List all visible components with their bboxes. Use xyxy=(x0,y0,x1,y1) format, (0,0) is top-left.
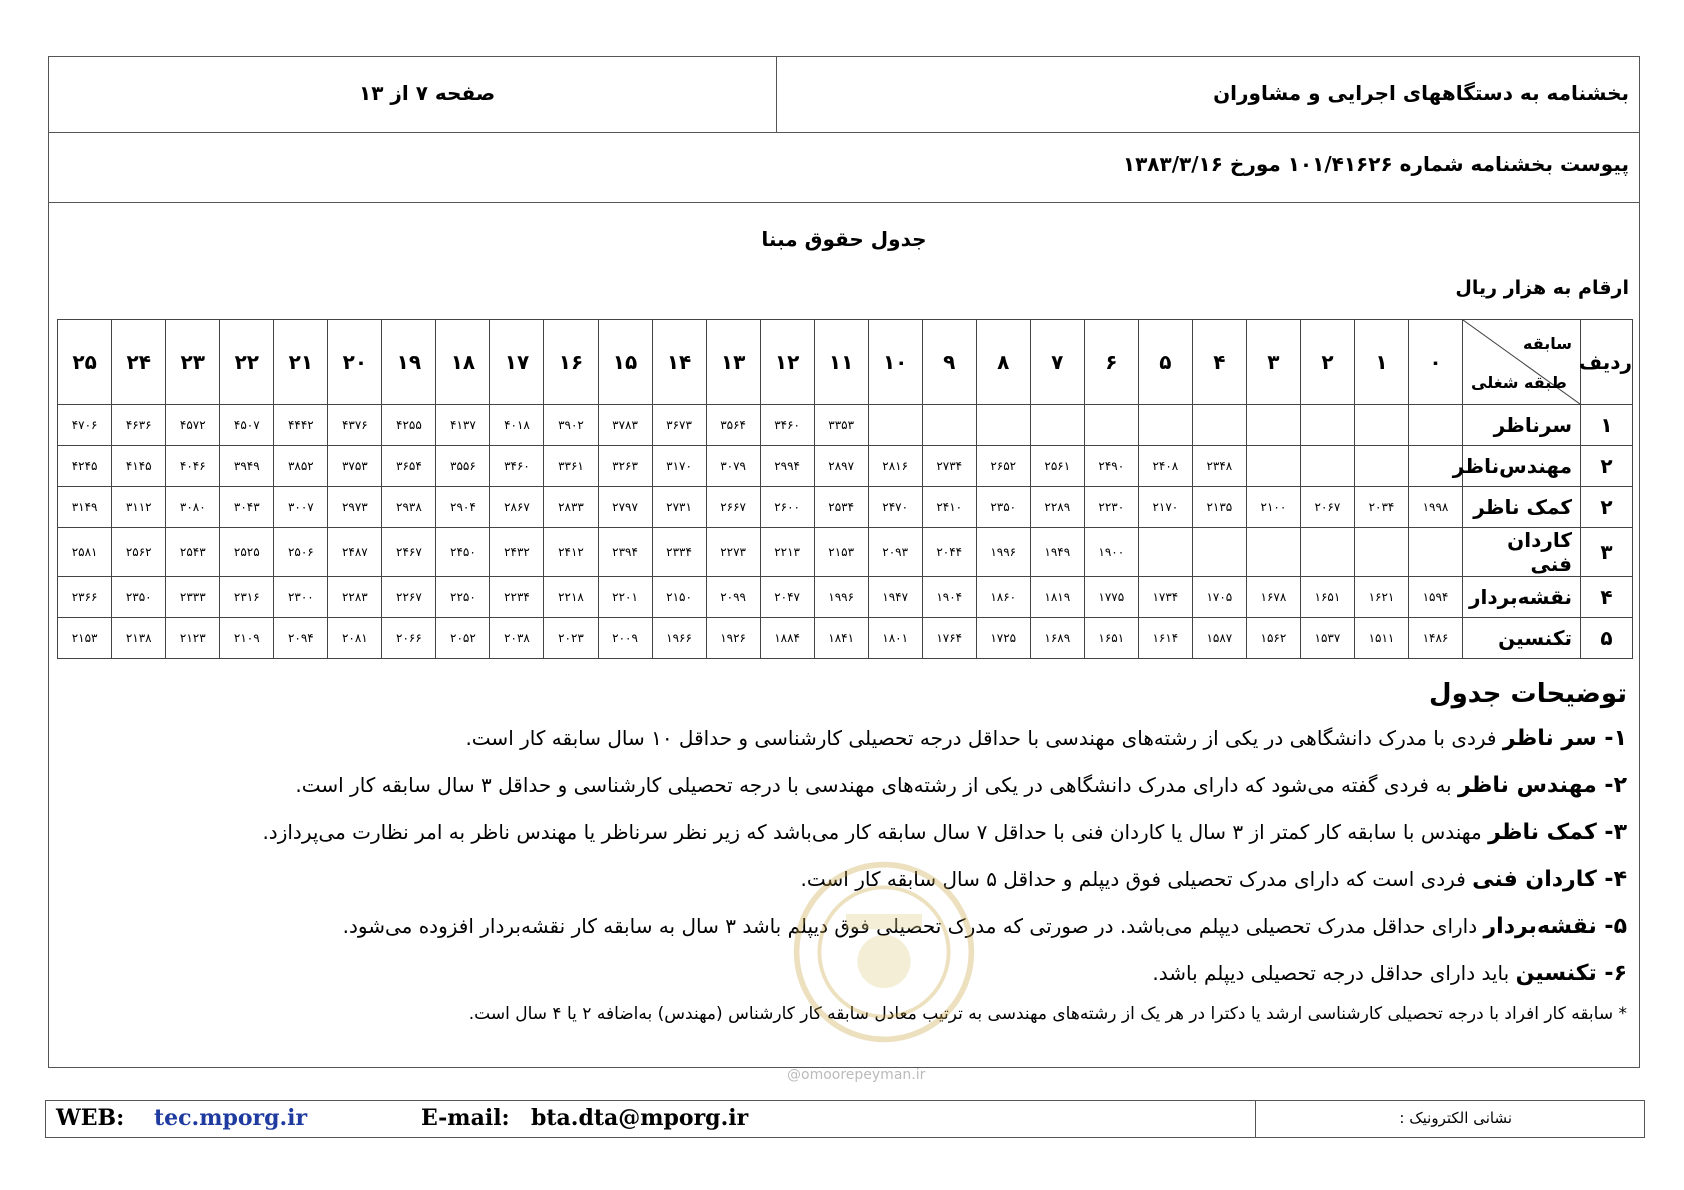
web-label: WEB: xyxy=(56,1105,125,1131)
salary-cell: ۲۴۰۸ xyxy=(1138,446,1192,487)
experience-column-header: ۱۷ xyxy=(490,320,544,405)
salary-cell: ۲۵۲۵ xyxy=(220,528,274,577)
salary-cell: ۲۲۶۷ xyxy=(382,577,436,618)
salary-cell xyxy=(1300,405,1354,446)
salary-cell: ۱۹۰۴ xyxy=(922,577,976,618)
salary-cell xyxy=(1408,405,1462,446)
salary-cell: ۲۰۴۷ xyxy=(760,577,814,618)
salary-cell: ۲۳۵۰ xyxy=(112,577,166,618)
salary-cell: ۳۳۶۱ xyxy=(544,446,598,487)
electronic-address-label: نشانی الکترونیک : xyxy=(1399,1109,1512,1127)
salary-cell: ۲۲۸۹ xyxy=(1030,487,1084,528)
table-row xyxy=(58,405,1633,446)
salary-cell: ۲۴۶۷ xyxy=(382,528,436,577)
salary-cell xyxy=(1354,446,1408,487)
salary-cell: ۴۲۵۵ xyxy=(382,405,436,446)
salary-cell: ۲۰۹۹ xyxy=(706,577,760,618)
job-class-name: سرناظر xyxy=(1463,405,1581,446)
experience-column-header: ۱ xyxy=(1354,320,1408,405)
salary-table xyxy=(57,319,1633,659)
salary-cell: ۲۳۱۶ xyxy=(220,577,274,618)
row-number: ۵ xyxy=(1581,618,1633,659)
salary-cell: ۱۶۵۱ xyxy=(1084,618,1138,659)
note-term: مهندس ناظر xyxy=(1457,773,1597,798)
salary-cell: ۲۸۱۶ xyxy=(868,446,922,487)
salary-cell: ۱۶۷۸ xyxy=(1246,577,1300,618)
salary-cell: ۲۳۶۶ xyxy=(58,577,112,618)
salary-cell: ۲۶۶۷ xyxy=(706,487,760,528)
salary-cell: ۱۶۱۴ xyxy=(1138,618,1192,659)
note-text: به فردی گفته می‌شود که دارای مدرک دانشگاهی در یکی از رشته‌های مهندسی با درجه تحصیلی کارشناسی و حداقل ۳ سال سابقه کار است. xyxy=(295,773,1458,797)
salary-cell: ۲۳۳۴ xyxy=(652,528,706,577)
salary-cell: ۲۱۰۹ xyxy=(220,618,274,659)
corner-job-class-label: طبقه شغلی xyxy=(1471,373,1567,392)
salary-cell: ۲۳۰۰ xyxy=(274,577,328,618)
note-term: کمک ناظر xyxy=(1488,820,1597,845)
experience-column-header: ۱۰ xyxy=(868,320,922,405)
salary-cell: ۲۳۴۸ xyxy=(1192,446,1246,487)
job-class-name: کمک ناظر xyxy=(1463,487,1581,528)
experience-column-header: ۵ xyxy=(1138,320,1192,405)
footer-bar xyxy=(45,1100,1645,1138)
salary-cell: ۱۹۹۶ xyxy=(814,577,868,618)
salary-cell: ۱۹۰۰ xyxy=(1084,528,1138,577)
salary-cell: ۲۲۳۴ xyxy=(490,577,544,618)
salary-cell: ۳۰۸۰ xyxy=(166,487,220,528)
salary-cell: ۲۲۸۳ xyxy=(328,577,382,618)
salary-cell: ۳۰۰۷ xyxy=(274,487,328,528)
note-item xyxy=(67,715,1627,762)
salary-cell: ۳۹۰۲ xyxy=(544,405,598,446)
salary-cell: ۲۷۳۴ xyxy=(922,446,976,487)
salary-cell: ۴۵۷۲ xyxy=(166,405,220,446)
salary-cell: ۳۰۷۹ xyxy=(706,446,760,487)
job-class-name: تکنسین xyxy=(1463,618,1581,659)
salary-cell xyxy=(1030,405,1084,446)
salary-cell: ۱۸۰۱ xyxy=(868,618,922,659)
salary-cell: ۲۹۹۴ xyxy=(760,446,814,487)
salary-cell: ۲۹۳۸ xyxy=(382,487,436,528)
salary-cell: ۲۲۵۰ xyxy=(436,577,490,618)
footnote: * سابقه کار افراد با درجه تحصیلی کارشناسی ارشد یا دکترا در هر یک از رشته‌های مهندسی به ترتیب معادل سابقه کار کارشناس (مهندس) به‌اضافه ۲ یا ۴ سال است. xyxy=(468,1004,1627,1024)
salary-cell: ۴۶۳۶ xyxy=(112,405,166,446)
salary-cell: ۴۱۳۷ xyxy=(436,405,490,446)
salary-cell: ۲۴۱۲ xyxy=(544,528,598,577)
salary-cell: ۱۸۸۴ xyxy=(760,618,814,659)
row-number: ۲ xyxy=(1581,446,1633,487)
salary-cell: ۳۴۶۰ xyxy=(490,446,544,487)
salary-cell: ۳۶۵۴ xyxy=(382,446,436,487)
corner-experience-label: سابقه xyxy=(1523,334,1572,353)
unit-note: ارقام به هزار ریال xyxy=(1455,277,1629,299)
salary-cell xyxy=(1138,405,1192,446)
salary-cell: ۳۳۵۳ xyxy=(814,405,868,446)
salary-cell: ۱۶۸۹ xyxy=(1030,618,1084,659)
salary-cell: ۲۲۱۸ xyxy=(544,577,598,618)
experience-column-header: ۱۴ xyxy=(652,320,706,405)
salary-cell: ۴۷۰۶ xyxy=(58,405,112,446)
note-term: نقشه‌بردار xyxy=(1483,914,1597,939)
salary-cell: ۲۱۵۰ xyxy=(652,577,706,618)
experience-column-header: ۴ xyxy=(1192,320,1246,405)
salary-cell: ۲۱۰۰ xyxy=(1246,487,1300,528)
salary-cell xyxy=(1300,528,1354,577)
salary-cell: ۲۳۹۴ xyxy=(598,528,652,577)
salary-cell: ۴۰۴۶ xyxy=(166,446,220,487)
salary-cell: ۱۸۱۹ xyxy=(1030,577,1084,618)
salary-cell: ۲۰۸۱ xyxy=(328,618,382,659)
footer-electronic-cell xyxy=(1255,1101,1644,1137)
salary-cell: ۲۸۹۷ xyxy=(814,446,868,487)
note-number: ۲- xyxy=(1596,773,1627,798)
salary-cell: ۱۹۹۶ xyxy=(976,528,1030,577)
salary-cell: ۱۵۸۷ xyxy=(1192,618,1246,659)
salary-cell: ۱۷۲۵ xyxy=(976,618,1030,659)
salary-cell xyxy=(1354,405,1408,446)
note-text: دارای حداقل مدرک تحصیلی دیپلم می‌باشد. در صورتی که مدرک تحصیلی فوق دیپلم باشد ۳ سال به سابقه کار نقشه‌بردار افزوده می‌شود. xyxy=(342,914,1484,938)
circular-title: بخشنامه به دستگاههای اجرایی و مشاوران xyxy=(1213,81,1629,105)
experience-column-header: ۲۵ xyxy=(58,320,112,405)
salary-cell: ۳۸۵۲ xyxy=(274,446,328,487)
salary-cell: ۲۵۳۴ xyxy=(814,487,868,528)
salary-cell: ۲۶۰۰ xyxy=(760,487,814,528)
experience-column-header: ۶ xyxy=(1084,320,1138,405)
note-number: ۶- xyxy=(1596,961,1627,986)
note-text: مهندس با سابقه کار کمتر از ۳ سال یا کاردان فنی با حداقل ۷ سال سابقه کار می‌باشد که زیر نظر سرناظر یا مهندس ناظر به امر نظارت می‌پردازد. xyxy=(262,820,1489,844)
salary-cell: ۲۱۵۳ xyxy=(814,528,868,577)
salary-cell: ۲۳۳۳ xyxy=(166,577,220,618)
note-term: تکنسین xyxy=(1515,961,1597,986)
salary-cell: ۲۸۶۷ xyxy=(490,487,544,528)
note-number: ۱- xyxy=(1596,726,1627,751)
experience-column-header: ۸ xyxy=(976,320,1030,405)
table-title: جدول حقوق مبنا xyxy=(761,227,927,251)
salary-cell: ۱۹۶۶ xyxy=(652,618,706,659)
attachment-reference: پیوست بخشنامه شماره ۱۰۱/۴۱۶۲۶ مورخ ۱۳۸۳/۳/۱۶ xyxy=(1122,152,1629,176)
experience-column-header: ۱۳ xyxy=(706,320,760,405)
salary-cell: ۲۴۹۰ xyxy=(1084,446,1138,487)
salary-cell: ۱۵۳۷ xyxy=(1300,618,1354,659)
salary-cell xyxy=(976,405,1030,446)
table-row xyxy=(58,577,1633,618)
salary-cell: ۳۴۶۰ xyxy=(760,405,814,446)
salary-cell: ۳۵۶۴ xyxy=(706,405,760,446)
corner-header-cell xyxy=(1463,320,1581,405)
salary-cell: ۲۲۱۳ xyxy=(760,528,814,577)
row-number: ۳ xyxy=(1581,528,1633,577)
table-row xyxy=(58,446,1633,487)
salary-cell: ۱۹۹۸ xyxy=(1408,487,1462,528)
note-text: فردی است که دارای مدرک تحصیلی فوق دیپلم و حداقل ۵ سال سابقه کار است. xyxy=(800,867,1473,891)
salary-cell xyxy=(1138,528,1192,577)
table-row xyxy=(58,487,1633,528)
salary-cell xyxy=(922,405,976,446)
salary-cell: ۳۷۸۳ xyxy=(598,405,652,446)
salary-cell: ۲۰۵۲ xyxy=(436,618,490,659)
salary-cell: ۱۵۱۱ xyxy=(1354,618,1408,659)
note-term: سر ناظر xyxy=(1502,726,1597,751)
job-class-name: کاردان فنی xyxy=(1463,528,1581,577)
note-number: ۳- xyxy=(1596,820,1627,845)
salary-cell: ۲۰۹۳ xyxy=(868,528,922,577)
experience-column-header: ۰ xyxy=(1408,320,1462,405)
salary-cell: ۲۷۹۷ xyxy=(598,487,652,528)
web-link[interactable]: tec.mporg.ir xyxy=(154,1105,308,1131)
job-class-name: مهندس‌ناظر xyxy=(1463,446,1581,487)
experience-column-header: ۷ xyxy=(1030,320,1084,405)
salary-cell xyxy=(868,405,922,446)
salary-cell: ۲۰۶۷ xyxy=(1300,487,1354,528)
salary-cell: ۲۰۶۶ xyxy=(382,618,436,659)
salary-cell: ۲۴۵۰ xyxy=(436,528,490,577)
salary-cell: ۱۴۸۶ xyxy=(1408,618,1462,659)
seal-watermark xyxy=(789,857,979,1047)
salary-cell: ۳۵۵۶ xyxy=(436,446,490,487)
salary-cell: ۱۶۲۱ xyxy=(1354,577,1408,618)
salary-cell xyxy=(1300,446,1354,487)
row-number: ۴ xyxy=(1581,577,1633,618)
page-number: صفحه ۷ از ۱۳ xyxy=(359,81,496,105)
notes-heading: توضیحات جدول xyxy=(1429,679,1627,709)
salary-cell xyxy=(1246,528,1300,577)
salary-cell: ۳۱۴۹ xyxy=(58,487,112,528)
salary-cell: ۳۱۱۲ xyxy=(112,487,166,528)
salary-cell: ۲۲۳۰ xyxy=(1084,487,1138,528)
salary-cell: ۲۳۵۰ xyxy=(976,487,1030,528)
salary-cell: ۱۸۶۰ xyxy=(976,577,1030,618)
salary-cell: ۱۷۰۵ xyxy=(1192,577,1246,618)
salary-cell: ۲۰۳۸ xyxy=(490,618,544,659)
salary-cell: ۲۹۰۴ xyxy=(436,487,490,528)
salary-cell: ۲۵۴۳ xyxy=(166,528,220,577)
salary-cell: ۲۰۴۴ xyxy=(922,528,976,577)
salary-cell: ۲۱۵۳ xyxy=(58,618,112,659)
experience-column-header: ۲۱ xyxy=(274,320,328,405)
job-class-name: نقشه‌بردار xyxy=(1463,577,1581,618)
experience-column-header: ۲۰ xyxy=(328,320,382,405)
salary-cell: ۱۹۲۶ xyxy=(706,618,760,659)
salary-cell: ۲۸۳۳ xyxy=(544,487,598,528)
salary-cell: ۱۹۴۹ xyxy=(1030,528,1084,577)
document-frame xyxy=(48,56,1640,1083)
salary-cell: ۲۰۹۴ xyxy=(274,618,328,659)
experience-column-header: ۱۱ xyxy=(814,320,868,405)
table-header-row xyxy=(58,320,1633,405)
salary-cell: ۲۰۰۹ xyxy=(598,618,652,659)
salary-cell xyxy=(1408,528,1462,577)
salary-cell: ۲۲۰۱ xyxy=(598,577,652,618)
salary-cell: ۳۷۵۳ xyxy=(328,446,382,487)
salary-cell xyxy=(1246,446,1300,487)
experience-column-header: ۲۴ xyxy=(112,320,166,405)
salary-cell: ۲۱۲۳ xyxy=(166,618,220,659)
salary-cell: ۲۹۷۳ xyxy=(328,487,382,528)
salary-cell xyxy=(1192,528,1246,577)
experience-column-header: ۳ xyxy=(1246,320,1300,405)
salary-cell: ۴۳۷۶ xyxy=(328,405,382,446)
email-label: E-mail: xyxy=(421,1105,510,1131)
watermark-text: @omoorepeyman.ir xyxy=(787,1067,926,1083)
salary-cell: ۲۵۸۱ xyxy=(58,528,112,577)
salary-cell: ۴۱۴۵ xyxy=(112,446,166,487)
salary-cell: ۱۸۴۱ xyxy=(814,618,868,659)
email-link[interactable]: bta.dta@mporg.ir xyxy=(531,1105,749,1131)
table-row xyxy=(58,618,1633,659)
salary-cell: ۴۲۴۵ xyxy=(58,446,112,487)
salary-cell: ۳۲۶۳ xyxy=(598,446,652,487)
salary-cell xyxy=(1246,405,1300,446)
note-term: کاردان فنی xyxy=(1472,867,1597,892)
header-bar xyxy=(49,57,1639,133)
salary-cell xyxy=(1354,528,1408,577)
salary-cell: ۲۴۳۲ xyxy=(490,528,544,577)
salary-cell: ۲۷۳۱ xyxy=(652,487,706,528)
salary-cell: ۱۷۳۴ xyxy=(1138,577,1192,618)
row-number-header: ردیف xyxy=(1581,320,1633,405)
experience-column-header: ۲۳ xyxy=(166,320,220,405)
salary-cell xyxy=(1084,405,1138,446)
note-item xyxy=(67,809,1627,856)
row-number: ۱ xyxy=(1581,405,1633,446)
salary-cell: ۱۷۶۴ xyxy=(922,618,976,659)
note-text: فردی با مدرک دانشگاهی در یکی از رشته‌های مهندسی با حداقل درجه تحصیلی کارشناسی و حداقل ۱۰ سال سابقه کار است. xyxy=(465,726,1503,750)
experience-column-header: ۱۵ xyxy=(598,320,652,405)
experience-column-header: ۱۲ xyxy=(760,320,814,405)
salary-cell xyxy=(1192,405,1246,446)
salary-cell: ۲۱۳۵ xyxy=(1192,487,1246,528)
salary-cell: ۴۵۰۷ xyxy=(220,405,274,446)
note-number: ۵- xyxy=(1596,914,1627,939)
salary-cell: ۳۰۴۳ xyxy=(220,487,274,528)
note-number: ۴- xyxy=(1596,867,1627,892)
experience-column-header: ۱۸ xyxy=(436,320,490,405)
salary-cell: ۲۴۸۷ xyxy=(328,528,382,577)
salary-cell: ۲۵۶۱ xyxy=(1030,446,1084,487)
salary-cell: ۱۵۹۴ xyxy=(1408,577,1462,618)
salary-cell: ۴۰۱۸ xyxy=(490,405,544,446)
experience-column-header: ۱۹ xyxy=(382,320,436,405)
salary-cell: ۲۶۵۲ xyxy=(976,446,1030,487)
salary-cell: ۲۰۲۳ xyxy=(544,618,598,659)
salary-cell: ۲۴۷۰ xyxy=(868,487,922,528)
experience-column-header: ۲۲ xyxy=(220,320,274,405)
note-text: باید دارای حداقل درجه تحصیلی دیپلم باشد. xyxy=(1152,961,1516,985)
salary-cell: ۱۹۴۷ xyxy=(868,577,922,618)
row-number: ۲ xyxy=(1581,487,1633,528)
attachment-bar xyxy=(49,132,1639,203)
salary-cell: ۳۶۷۳ xyxy=(652,405,706,446)
header-title-cell xyxy=(776,57,1639,132)
salary-cell: ۱۶۵۱ xyxy=(1300,577,1354,618)
salary-cell: ۲۱۳۸ xyxy=(112,618,166,659)
note-item xyxy=(67,762,1627,809)
experience-column-header: ۱۶ xyxy=(544,320,598,405)
salary-cell: ۱۷۷۵ xyxy=(1084,577,1138,618)
salary-cell: ۱۵۶۲ xyxy=(1246,618,1300,659)
salary-cell: ۳۱۷۰ xyxy=(652,446,706,487)
salary-cell: ۴۴۴۲ xyxy=(274,405,328,446)
experience-column-header: ۲ xyxy=(1300,320,1354,405)
salary-cell: ۲۲۷۳ xyxy=(706,528,760,577)
salary-cell: ۲۱۷۰ xyxy=(1138,487,1192,528)
salary-cell: ۲۰۳۴ xyxy=(1354,487,1408,528)
salary-cell: ۲۵۶۲ xyxy=(112,528,166,577)
salary-cell: ۲۵۰۶ xyxy=(274,528,328,577)
experience-column-header: ۹ xyxy=(922,320,976,405)
salary-cell: ۳۹۴۹ xyxy=(220,446,274,487)
salary-cell: ۲۴۱۰ xyxy=(922,487,976,528)
table-row xyxy=(58,528,1633,577)
